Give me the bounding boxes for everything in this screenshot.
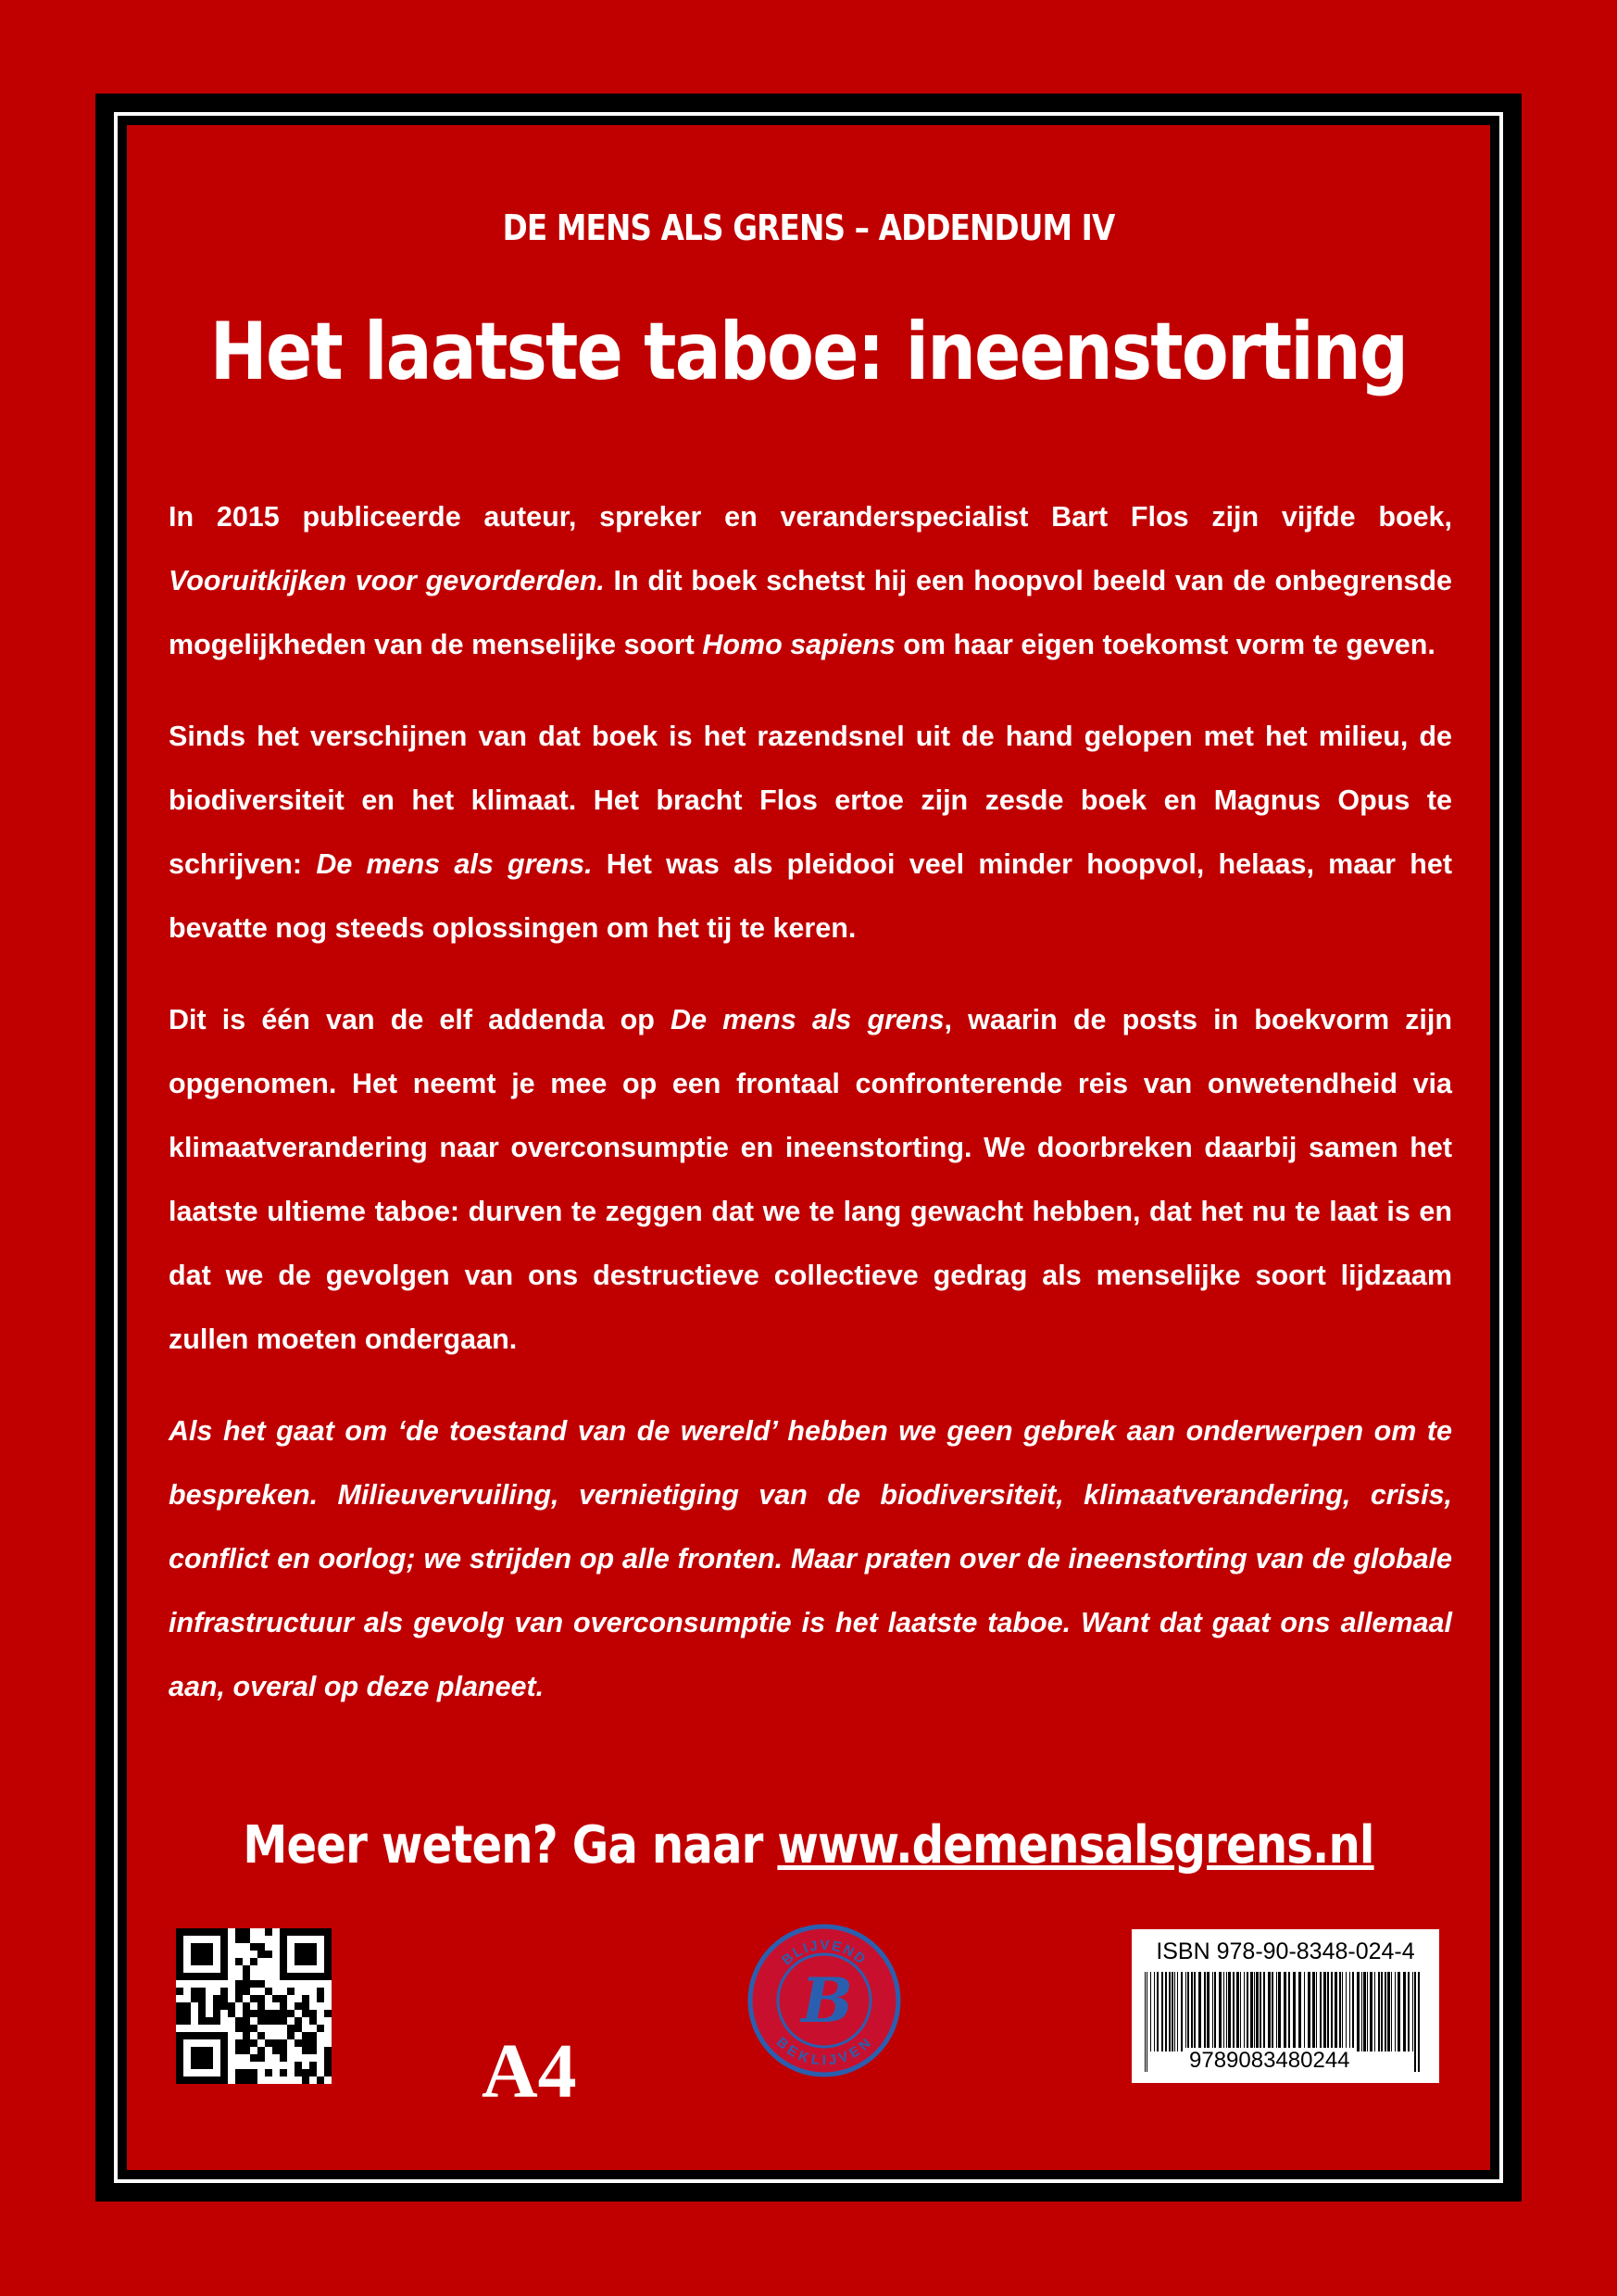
blijvend-beklijven-logo xyxy=(746,1922,903,2079)
website-link[interactable]: www.demensalsgrens.nl xyxy=(777,1815,1374,1876)
ean-number: 9789083480244 xyxy=(1185,2048,1354,2074)
series-title: DE MENS ALS GRENS – ADDENDUM IV xyxy=(502,207,1115,248)
paragraph-quote: Als het gaat om ‘de toestand van de wereld’ hebben we geen gebrek aan onderwerpen om te bespreken. Milieuvervuiling, vernietiging van de biodiversiteit, klimaatverandering, crisis, conflict en oorlog; we strijden op alle fronten. Maar praten over de ineenstorting van de globale infrastructuur als gevolg van overconsumptie is het laatste taboe. Want dat gaat ons allemaal aan, overal op deze planeet. xyxy=(169,1415,1452,1702)
logo-letter: B xyxy=(801,1964,853,2037)
isbn-label: ISBN 978-90-8348-024-4 xyxy=(1156,1938,1415,1964)
blurb xyxy=(169,485,1452,1747)
logo-top-text: BLIJVEND xyxy=(779,1937,870,1969)
paragraph-addendum: Dit is één van de elf addenda op De mens als grens, waarin de posts in boekvorm zijn opgenomen. Het neemt je mee op een frontaal confronterende reis van onwetendheid via klimaatverandering naar overconsumptie en ineenstorting. We doorbreken daarbij samen het laatste ultieme taboe: durven te zeggen dat we te lang gewacht hebben, dat het nu te laat is en dat we de gevolgen van ons destructieve collectieve gedrag als menselijke soort lijdzaam zullen moeten ondergaan. xyxy=(169,1004,1453,1355)
paragraph-context: Sinds het verschijnen van dat boek is het razendsnel uit de hand gelopen met het milieu, de biodiversiteit en het klimaat. Het bracht Flos ertoe zijn zesde boek en Magnus Opus te schrijven: De mens als grens. Het was als pleidooi veel minder hoopvol, helaas, maar het bevatte nog steeds oplossingen om het tij te keren. xyxy=(169,721,1453,944)
call-to-action: Meer weten? Ga naar www.demensalsgrens.nl xyxy=(243,1815,1374,1876)
logo-bottom-text: BEKLIJVEN xyxy=(772,2034,876,2069)
isbn-barcode xyxy=(1132,1929,1439,2083)
paragraph-intro: In 2015 publiceerde auteur, spreker en veranderspecialist Bart Flos zijn vijfde boek, Vooruitkijken voor gevorderden. In dit boek schetst hij een hoopvol beeld van de onbegrensde mogelijkheden van de menselijke soort Homo sapiens om haar eigen toekomst vorm te geven. xyxy=(169,501,1453,660)
publisher-mark: A4 xyxy=(482,2028,577,2114)
book-title: Het laatste taboe: ineenstorting xyxy=(209,306,1408,398)
qr-code xyxy=(176,1928,332,2084)
